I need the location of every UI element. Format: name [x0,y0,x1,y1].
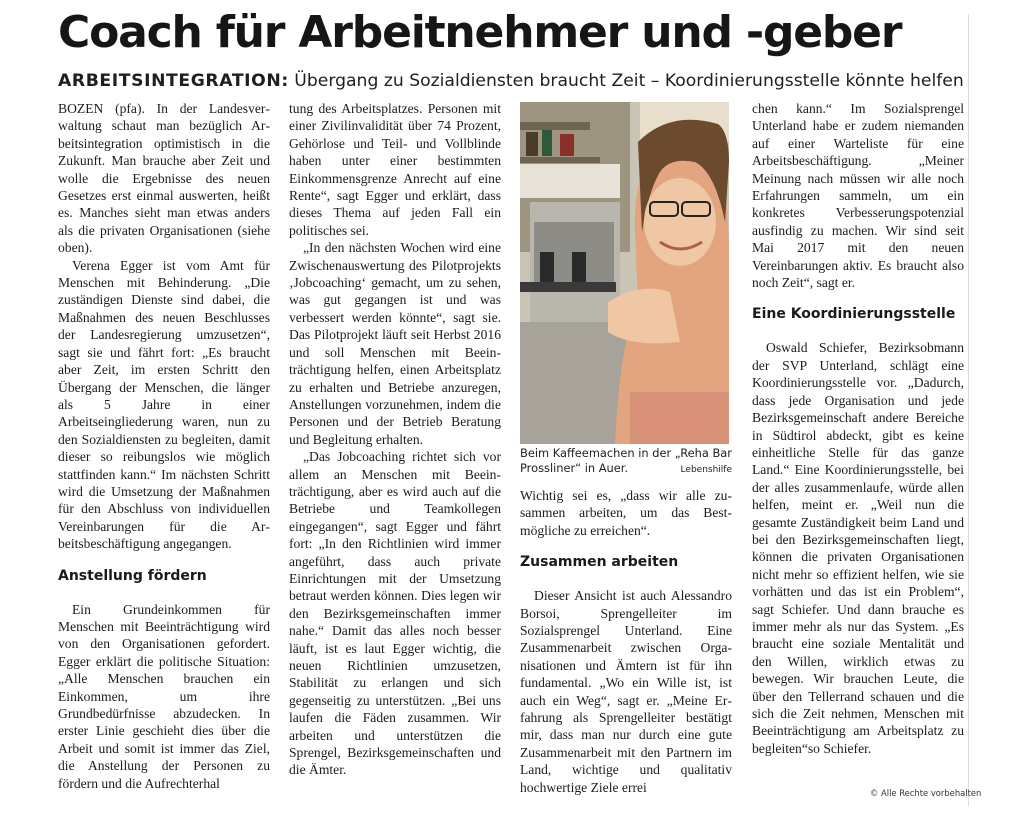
article-column-1 [58,100,270,792]
section-heading: Anstellung fördern [58,567,207,584]
paragraph: „Das Jobcoaching richtet sich vor allem an Menschen mit Beeinträchtigung, aber es wird auch auf die Betriebe und Teamkollegen eingegangen“, sagt Egger und fährt fort: „In den Richtlinien wird immer angeführt, dass auch private Einrichtungen mit der Umsetzung betraut werden können. Dies legen wir den Bezirksgemeinschaften immer nahe.“ Damit das alles noch besser läuft, ist es laut Egger wichtig, die neuen Richtlinien umzusetzen, Stabilität zu erlangen und sich gegenseitig zu unterstützen. „Bei uns laufen die Fäden zusammen. Wir arbeiten und unterstützen die Sprengel, Bezirksgemeinschaften und die Ämter. [289,449,501,778]
paragraph: Wichtig sei es, „dass wir alle zusammen arbeiten, um das Bestmögliche zu erreichen“. [520,488,732,538]
paragraph: BOZEN (pfa). In der Landesverwaltung schaut man bezüglich Arbeitsintegration optimistisch in die Zukunft. Man brauche aber Zeit und wolle die Ergebnisse des neuen Gesetzes erst einmal auswerten, heißt es. Manches sieht man etwas anders als die privaten Organisationen (siehe oben). [58,101,270,256]
caption-text: Beim Kaffeemachen in der „Reha Bar Prossliner“ in Auer. [520,446,732,475]
article-headline: Coach für Arbeitnehmer und -geber [58,7,902,58]
paragraph: Dieser Ansicht ist auch Alessandro Borsoi, Sprengelleiter im Sozialsprengel Unterland. Eine Zusammenarbeit zwischen Organisationen und Ämtern ist für ihn fundamental. „Wo ein Wille ist, ist auch ein Weg“, sagt er. „Meine Erfahrung als Sprengelleiter bestätigt mir, dass man nur durch eine gute Zusammenarbeit mit den Partnern im Land, wichtige und qualitativ hochwertige Ziele errei [520,588,732,795]
paragraph: Oswald Schiefer, Bezirksobmann der SVP Unterland, schlägt eine Koordinierungsstelle vor. „Dadurch, dass jede Organisation und jede Bezirksgemeinschaft andere Bereiche in Südtirol abdeckt, gibt es keine einheitliche Stelle für das ganze Land.“ Eine Koordinierungsstelle, bei der alles zusammenlaufe, würde allen helfen, meint er. „Weil nun die gesamte Zuständigkeit beim Land und bei den Bezirksgemeinschaften liegt, können die privaten Organisationen nicht mehr so effizient helfen, wie sie vorhätten und das ist ein Problem“, sagt Schiefer. Und dann brauche es immer mehr als nur das System. „Es braucht eine soziale Mentalität und den Willen, wirklich etwas zu bewegen. Wir brauchen Leute, die über den Tellerrand schauen und die sich die Zeit nehmen, Menschen mit Beeinträchtigung am Arbeitsplatz zu begleiten“so Schiefer. [752,340,964,756]
copyright-notice: © Alle Rechte vorbehalten [870,788,982,798]
paragraph: Ein Grundeinkommen für Menschen mit Beeinträchtigung wird von den Organisationen gefordert. Egger erklärt die politische Situation: „Alle Menschen brauchen ein Einkommen, um ihre Grundbedürfnisse abzudecken. In erster Linie geschieht dies über die Arbeit und somit ist immer das Ziel, die Anstellung der Personen zu fördern und die Aufrechterhal [58,601,270,791]
article-column-2 [289,100,501,779]
article-subheadline [58,69,964,93]
photo-credit: Lebenshilfe [680,465,732,475]
section-heading: Eine Koordinierungsstelle [752,306,956,323]
paragraph: chen kann.“ Im Sozialsprengel Unterland habe er zudem niemanden auf einer Warteliste für eine Arbeitsbeschäftigung. „Meiner Meinung nach müssen wir alle noch Erfahrungen sammeln, um ein konkretes Verbesserungspotenzial ausfindig zu machen. Wir sind seit Mai 2017 mit den neuen Vereinbarungen aktiv. Es braucht also noch Zeit“, sagt er. [752,101,964,291]
column-rule [968,14,969,806]
subheadline-kicker: ARBEITSINTEGRATION: [58,71,289,91]
paragraph: Verena Egger ist vom Amt für Menschen mit Behinderung. „Die zuständigen Dienste sind dabei, die Maßnahmen des neuen Beschlusses der Landesregierung umzusetzen“, sagt sie und fährt fort: „Es braucht aber Zeit, im ersten Schritt den Übergang der Menschen, die länger als 5 Jahre in einer Arbeitseingliederung waren, nun zu den Sozialdiensten zu begleiten, damit dieser so reibungslos wie möglich stattfinden kann.“ Im nächsten Schritt wird die Umsetzung der Maßnahmen für den Abschluss von individuellen Vereinbarungen für die Arbeitsbeschäftigung angegangen. [58,257,270,552]
paragraph: tung des Arbeitsplatzes. Personen mit einer Zivilinvalidität über 74 Prozent, Gehörlose und Teil- und Vollblinde haben unter einer bestimmten Einkommensgrenze Anrecht auf eine Rente“, sagt Egger und erklärt, dass dieses Thema auf jeden Fall ein politisches sei. [289,101,501,238]
article-column-3 [520,487,732,796]
article-column-4 [752,100,964,757]
photo-caption [520,446,732,478]
paragraph: „In den nächsten Wochen wird eine Zwischenauswertung des Pilotprojekts ‚Jobcoaching‘ gemacht, um zu sehen, was gut gegangen ist und was verbessert werden könnte“, sagt sie. Das Pilotprojekt läuft seit Herbst 2016 und soll Menschen mit Beeinträchtigung helfen, einen Arbeitsplatz zu erhalten und Betriebe anzuregen, Anstellungen vorzunehmen, indem die Personen und der Betrieb Beratung und Begleitung erhalten. [289,240,501,447]
subheadline-text: Übergang zu Sozialdiensten braucht Zeit – Koordinierungsstelle könnte helfen [288,71,964,91]
section-heading: Zusammen arbeiten [520,554,679,571]
article-photo [520,102,729,444]
